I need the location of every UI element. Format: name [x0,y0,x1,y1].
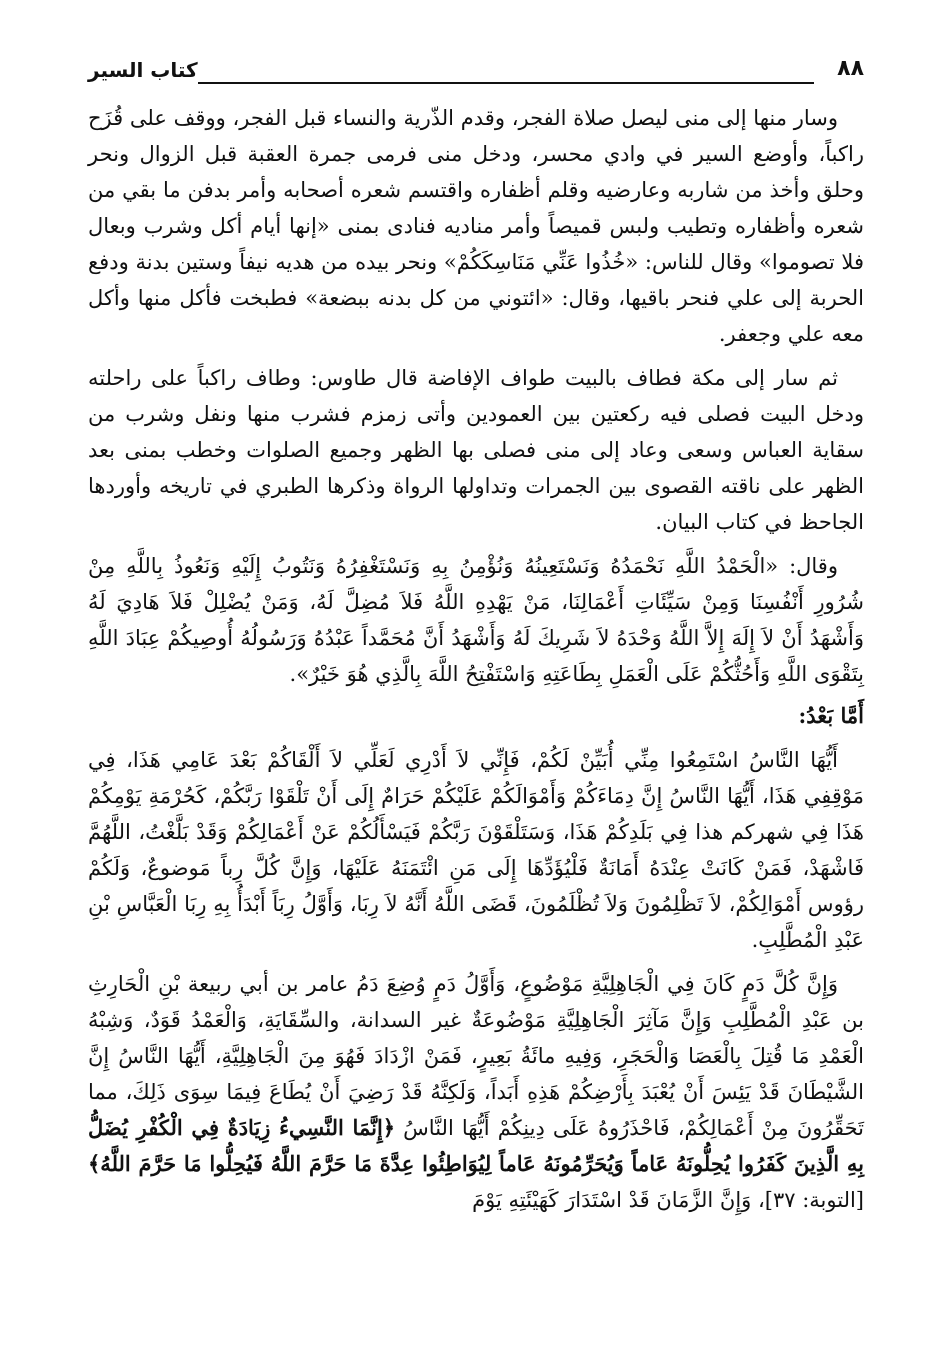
document-page [88,56,864,1224]
book-title: كتاب السير [88,58,198,82]
sermon-continuation: وَإِنَّ الزَّمَانَ قَدْ اسْتَدَارَ كَهَيْئَتِهِ يَوْمَ [472,1188,752,1212]
body-text [88,100,864,1218]
page-header [88,56,864,90]
amma-baad-heading: أَمَّا بَعْدُ: [798,703,864,728]
paragraph-mina: وسار منها إلى منى ليصل صلاة الفجر، وقدم الذّرية والنساء قبل الفجر، ووقف على قُزَح راكباً، وأوضع السير في وادي محسر، ودخل منى فرمى جمرة العقبة قبل الزوال ونحر وحلق وأخذ من شاربه وعارضيه وقلم أظفاره واقتسم شعره أصحابه وأمر بدفن ما بقي من شعره وأظفاره وتطيب ولبس قميصاً وأمر مناديه فنادى بمنى «إنها أيام أكل وشرب وبعال فلا تصوموا» وقال للناس: «خُذُوا عَنِّي مَنَاسِكَكُمْ» ونحر بيده من هديه نيفاً وستين بدنة ودفع الحربة إلى علي فنحر باقيها، وقال: «ائتوني من كل بدنه ببضعة» فطبخت فأكل منها وأكل معه علي وجعفر. [88,106,864,346]
sermon-blood-text: وَإِنَّ كُلَّ دَمٍ كَانَ فِي الْجَاهِلِيَّةِ مَوْضُوعٍ، وَأَوَّلُ دَمٍ وُضِعَ دَمُ عامر بن أبي ربيعة بْنِ الْحَارِثِ بن عَبْدِ الْمُطَّلِبِ وَإِنَّ مَآثِرَ الْجَاهِلِيَّةِ مَوْضُوعَةٌ غير السدانة، والسِّقَايَةِ، وَالْعَمْدُ قَوَدٌ، وَشِبْهُ الْعَمْدِ مَا قُتِلَ بِالْعَصَا وَالْحَجَرِ، وَفِيهِ مائَةُ بَعِيرٍ، فَمَنْ ازْدَادَ فَهُوَ مِنَ الْجَاهِلِيَّةِ، أَيُّهَا النَّاسُ إِنَّ الشَّيْطَانَ قَدْ يَئِسَ أَنْ يُعْبَدَ بِأَرْضِكُمْ هَذِهِ أَبَداً، وَلَكِنَّهُ قَدْ رَضِيَ أَنْ يُطَاعَ فِيمَا سِوَى ذَلِكَ، مما تَحَقِّرُونَ مِنْ أَعْمَالِكُمْ، فَاحْذَرُوهُ عَلَى دِينِكُمْ أَيُّهَا النَّاسُ [88,972,864,1140]
paragraph-sermon-blood [88,966,864,1218]
paragraph-sermon-opening: وقال: «الْحَمْدُ اللَّهِ نَحْمَدُهُ وَنَسْتَعِينُهُ وَنُؤْمِنُ بِهِ وَنَسْتَغْفِرُهُ وَنَتُوبُ إِلَيْهِ وَنَعُوذُ بِاللَّهِ مِنْ شُرُورِ أَنْفُسِنَا وَمِنْ سَيِّئَاتِ أَعْمَالِنَا، مَنْ يَهْدِهِ اللَّهُ فَلاَ مُضِلَّ لَهُ، وَمَنْ يُضْلِلْ فَلاَ هَادِيَ لَهُ وَأَشْهَدُ أَنْ لاَ إِلَهَ إِلاَّ اللَّهُ وَحْدَهُ لاَ شَرِيكَ لَهُ وَأَشْهَدُ أَنَّ مُحَمَّداً عَبْدُهُ وَرَسُولُهُ أُوصِيكُمْ عِبَادَ اللَّهِ بِتَقْوَى اللَّهِ وَأَحُثُّكُمْ عَلَى الْعَمَلِ بِطَاعَتِهِ وَاسْتَفْتِحُ اللَّهَ بِالَّذِي هُوَ خَيْرٌ». [88,554,864,686]
paragraph-makkah: ثم سار إلى مكة فطاف بالبيت طواف الإفاضة قال طاوس: وطاف راكباً على راحلته ودخل البيت فصلى فيه ركعتين بين العمودين وأتى زمزم فشرب منها ونفل وشرب من سقاية العباس وسعى وعاد إلى منى فصلى بها الظهر وجميع الصلوات وخطب بمنى بعد الظهر على ناقته القصوى بين الجمرات وتداولها الرواة وذكرها الطبري في تاريخه وأوردها الجاحظ في كتاب البيان. [88,366,864,534]
quran-verse: ﴿إِنَّمَا النَّسِيءُ زِيَادَةٌ فِي الْكُفْرِ يُضَلُّ بِهِ الَّذِينَ كَفَرُوا يُحِلُّونَهُ عَاماً وَيُحَرِّمُونَهُ عَاماً لِيُوَاطِئُوا عِدَّةَ مَا حَرَّمَ اللَّهُ فَيُحِلُّوا مَا حَرَّمَ اللَّهُ﴾ [88,1115,864,1176]
page-number: ٨٨ [837,56,864,81]
header-rule [198,82,814,84]
quran-citation: [التوبة: ٣٧]، [757,1188,864,1212]
paragraph-sermon-people: أَيُّهَا النَّاسُ اسْتَمِعُوا مِنِّي أُبَيِّنْ لَكُمْ، فَإِنِّي لاَ أَدْرِي لَعَلِّي لاَ أَلْقَاكُمْ بَعْدَ عَامِي هَذَا، فِي مَوْقِفِي هَذَا، أَيُّهَا النَّاسُ إِنَّ دِمَاءَكُمْ وَأَمْوَالَكُمْ عَلَيْكُمْ حَرَامٌ إِلَى أَنْ تَلْقَوْا رَبَّكُمْ، كَحُرْمَةِ يَوْمِكُمْ هَذَا فِي شهركم هذا فِي بَلَدِكُمْ هَذَا، وَسَتَلْقَوْنَ رَبَّكُمْ فَيَسْأَلُكُمْ عَنْ أَعْمَالِكُمْ وَقَدْ بَلَّغْتُ، اللَّهُمَّ فَاشْهَدْ، فَمَنْ كَانَتْ عِنْدَهُ أَمَانَةٌ فَلْيُؤَدِّهَا إِلَى مَنِ ائْتَمَنَهُ عَلَيْهَا، وَإِنَّ كُلَّ رِباً مَوضوعٌ، وَلَكُمْ رؤوس أَمْوَالِكُمْ، لاَ تَظْلِمُونَ وَلاَ تُظْلَمُونَ، قَضَى اللَّهُ أَنَّهُ لاَ رِبَا، وَأَوَّلُ رِبَاً أَبْدَأُ بِهِ رِبَا الْعَبَّاسِ بْنِ عَبْدِ الْمُطَّلِبِ. [88,748,864,952]
